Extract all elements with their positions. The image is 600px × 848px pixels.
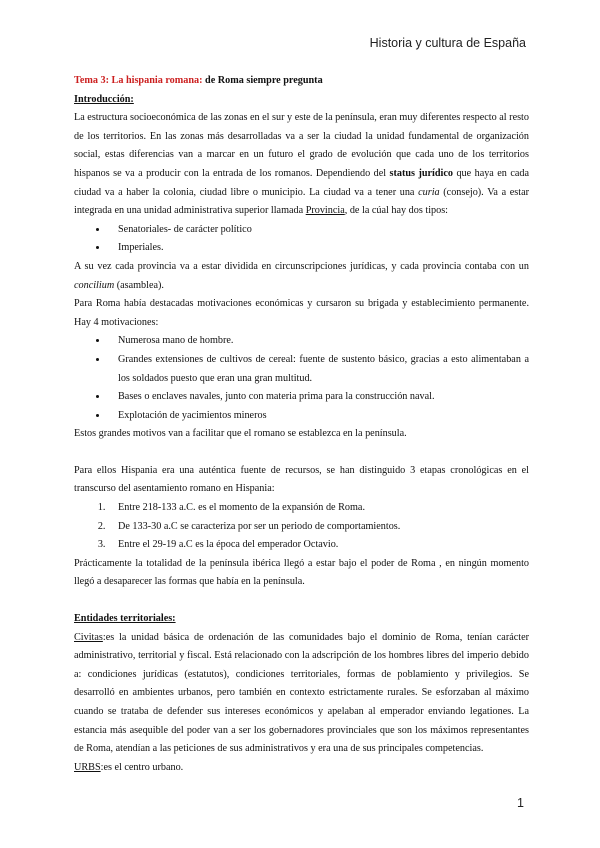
- document-body: [74, 72, 529, 777]
- document-title: [74, 72, 529, 91]
- paragraph-stages-intro: Para ellos Hispania era una auténtica fuente de recursos, se han distinguido 3 etapas cronológicas en el transcurso del asentamiento romano en Hispania:: [74, 464, 529, 495]
- list-item: • Bases o enclaves navales, junto con materia prima para la construcción naval.: [108, 388, 529, 407]
- province-types-list: [74, 221, 529, 258]
- list-item: 3. Entre el 29-19 a.C es la época del emperador Octavio.: [108, 536, 529, 555]
- concilium-term: concilium: [74, 279, 115, 291]
- list-item: • Grandes extensiones de cultivos de cereal: fuente de sustento básico, gracias a esto alimentaban a los soldados puesto que eran una gran multitud.: [108, 351, 529, 388]
- paragraph-motivations-close: Estos grandes motivos van a facilitar que el romano se establezca en la península.: [74, 428, 407, 440]
- list-item: • Imperiales.: [108, 239, 529, 258]
- status-juridico-term: status jurídico: [389, 167, 453, 179]
- paragraph-peninsula: Prácticamente la totalidad de la península ibérica llegó a estar bajo el poder de Roma , en ningún momento llegó a desaparecer las formas que había en la península.: [74, 557, 529, 588]
- title-note: de Roma siempre pregunta: [202, 75, 323, 86]
- provincia-term: Provincia: [305, 205, 345, 217]
- intro-heading: Introducción:: [74, 93, 134, 105]
- page-number: 1: [517, 796, 524, 810]
- list-item: • Numerosa mano de hombre.: [108, 332, 529, 351]
- list-item: 1. Entre 218-133 a.C. es el momento de la expansión de Roma.: [108, 499, 529, 518]
- list-item: • Senatoriales- de carácter político: [108, 221, 529, 240]
- title-topic: Tema 3: La hispania romana:: [74, 75, 203, 86]
- paragraph-motivations-intro: Para Roma había destacadas motivaciones económicas y cursaron su brigada y establecimiento permanente. Hay 4 motivaciones:: [74, 298, 529, 328]
- stages-list: [74, 499, 529, 555]
- document-header: Historia y cultura de España: [369, 36, 526, 50]
- urbs-term: URBS: [74, 761, 101, 773]
- paragraph-concilium: A su vez cada provincia va a estar dividida en circunscripciones jurídicas, y cada provincia contaba con un concilium (asamblea).: [74, 260, 529, 291]
- curia-term: curia: [418, 186, 440, 198]
- list-item: 2. De 133-30 a.C se caracteriza por ser un periodo de comportamientos.: [108, 518, 529, 537]
- paragraph-urbs: URBS:es el centro urbano.: [74, 761, 184, 773]
- list-item: • Explotación de yacimientos mineros: [108, 407, 529, 426]
- entities-heading: Entidades territoriales:: [74, 613, 176, 625]
- civitas-term: Civitas: [74, 631, 103, 643]
- paragraph-structure: La estructura socioeconómica de las zonas en el sur y este de la península, eran muy diferentes respecto al resto de los territorios. En las zonas más desarrolladas va a ser la ciudad la unidad fundamental de organización social, estas diferencias van a marcar en un futuro el grado de evolución que cada uno de los territorios hispanos se va a producir con la entrada de los romanos. Dependiendo del status jurídico que haya en cada ciudad va a haber la colonia, ciudad libre o municipio. La ciudad va a tener una curia (consejo). Va a estar integrada en una unidad administrativa superior llamada Provincia, de la cúal hay dos tipos:: [74, 112, 530, 217]
- paragraph-civitas: Civitas:es la unidad básica de ordenación de las comunidades bajo el dominio de Roma, tenían carácter administrativo, territorial y fiscal. Está relacionado con la adscripción de los hombres libres del imperio debido a: condiciones jurídicas (estatutos), condiciones territoriales, formas de poblamiento y privilegios. Se desarrolló en ambientes urbanos, pero también en contexto estrictamente rurales. Se esforzaban al máximo cuando se trataba de defender sus intereses económicos y apelaban al emperador enviando legationes. La estancia más asequible del poder van a ser los gobernadores provinciales que son los máximos representantes de Roma, atendían a las peticiones de sus administrativos y era una de sus principales competencias.: [74, 631, 529, 755]
- motivations-list: [74, 332, 529, 425]
